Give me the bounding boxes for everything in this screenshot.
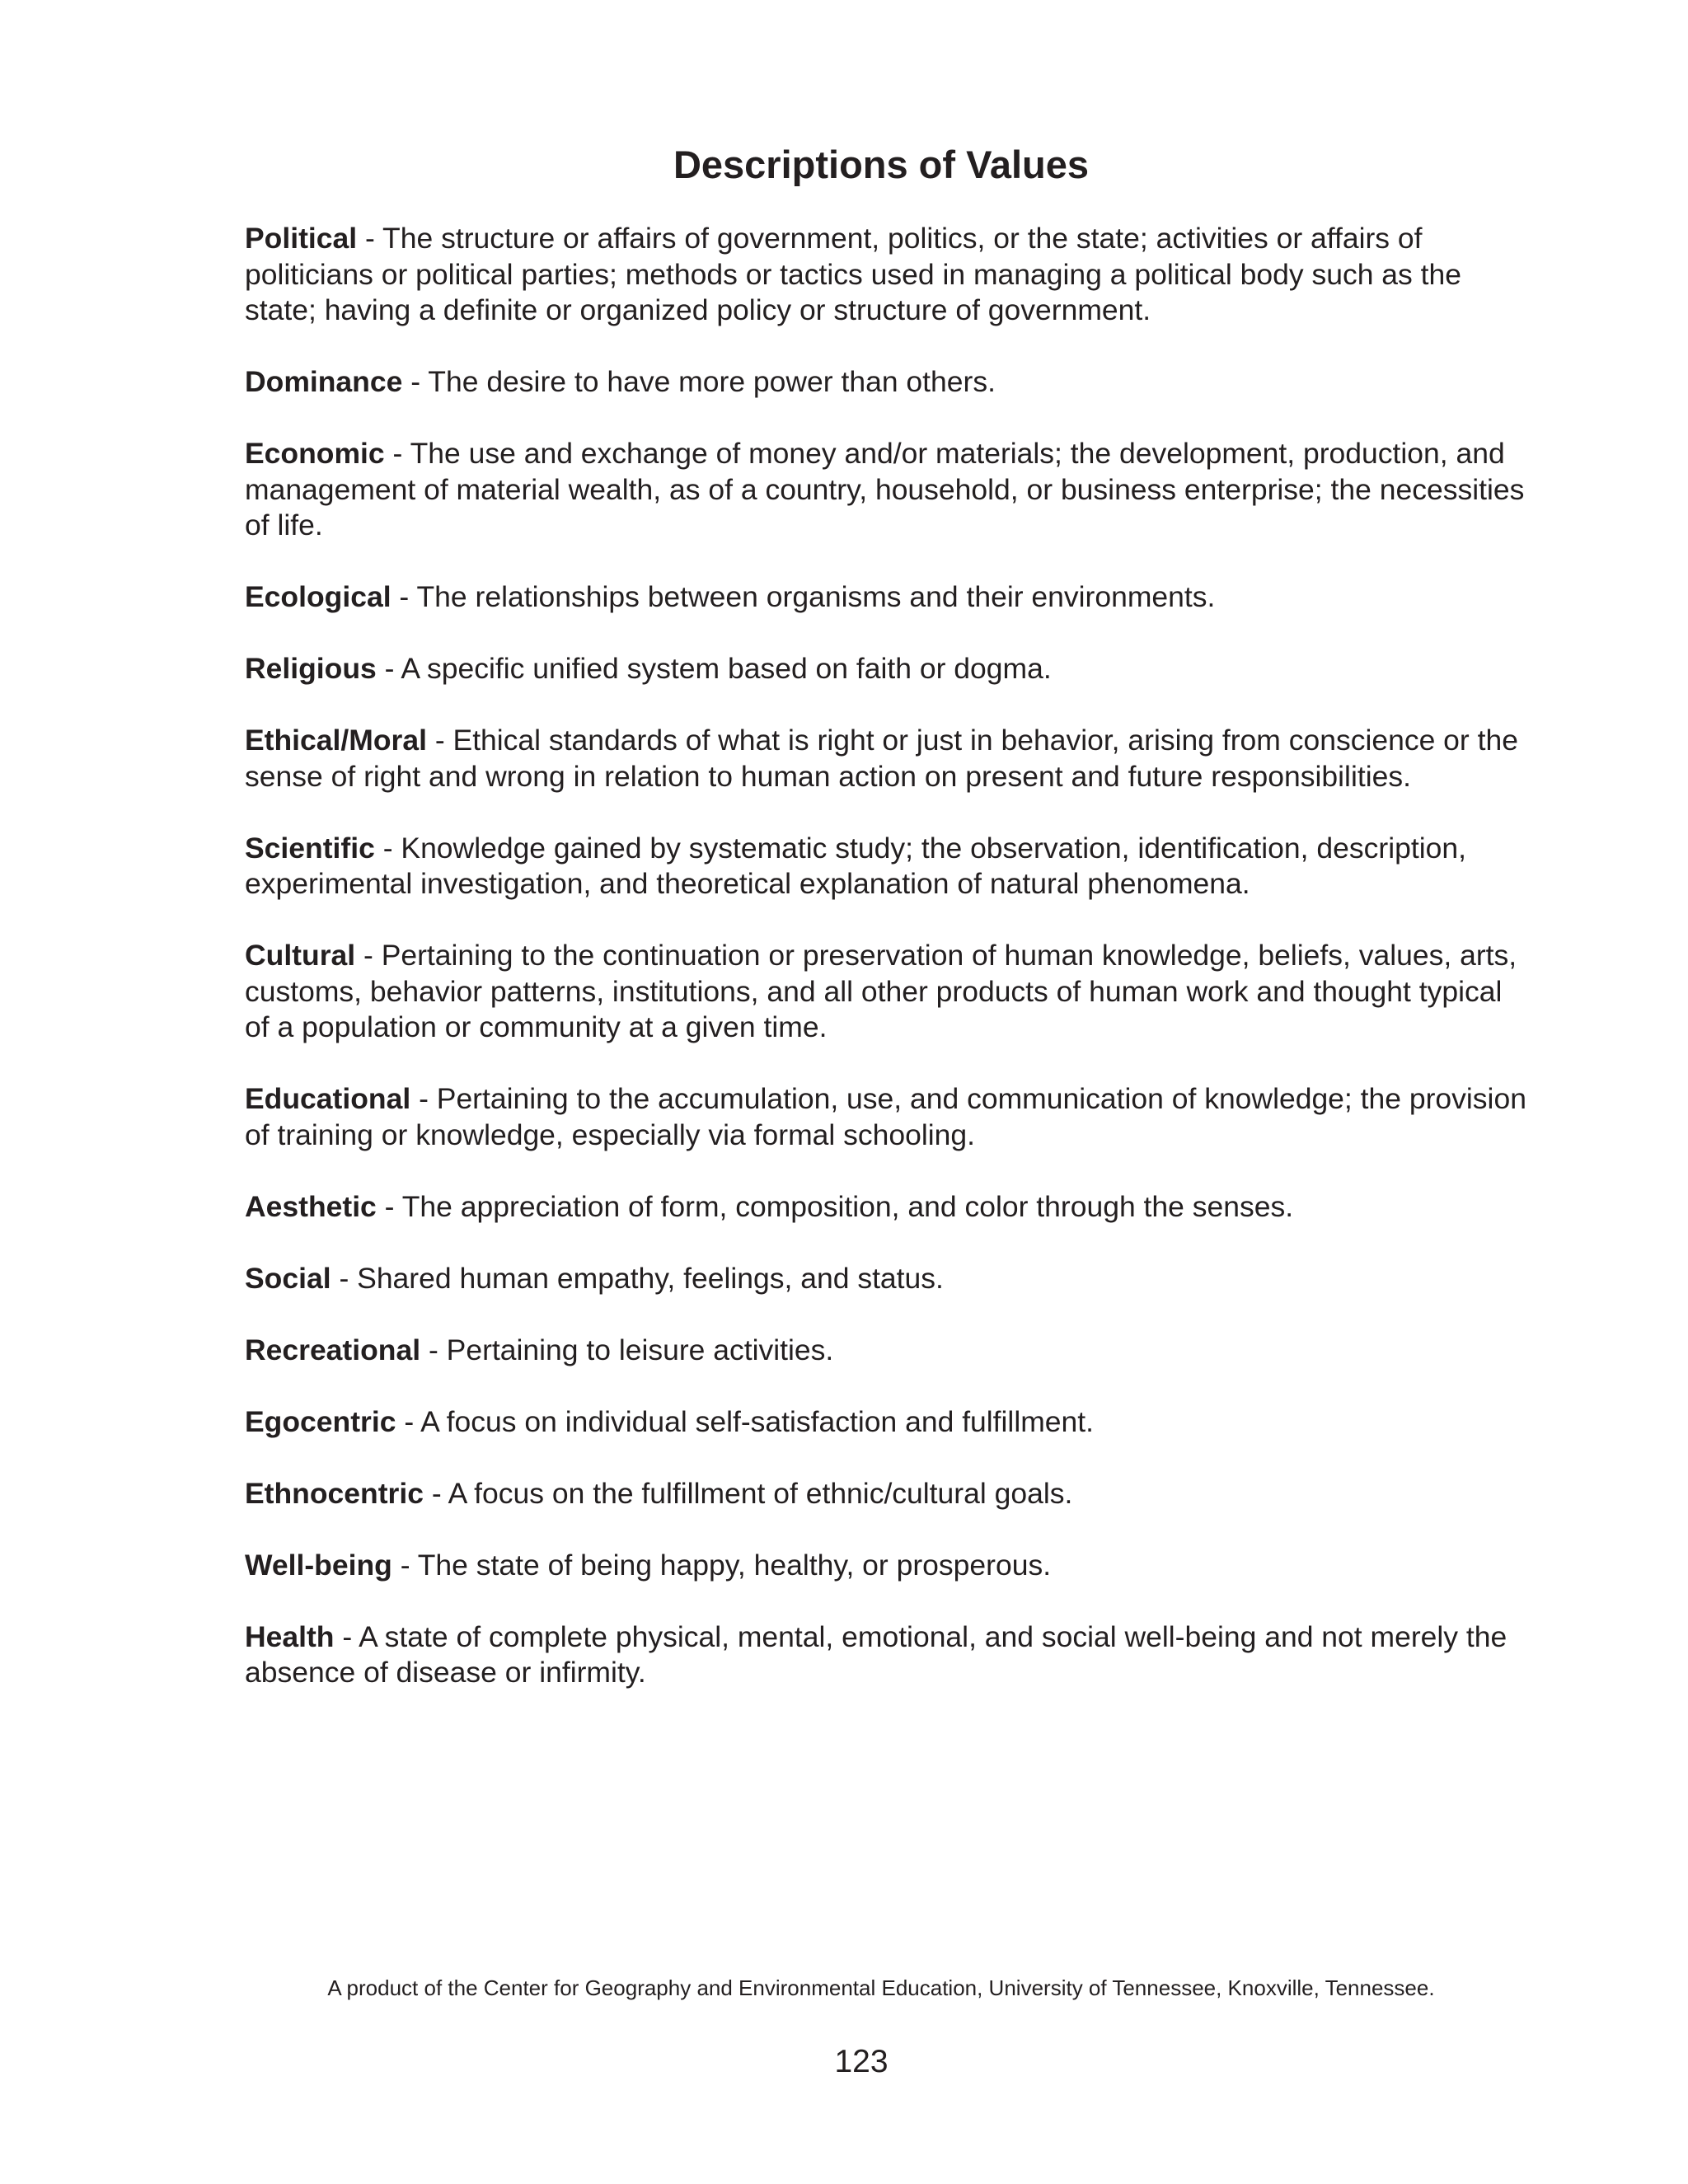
value-term: Ecological [245, 580, 392, 613]
value-term: Religious [245, 652, 377, 685]
value-entry-dominance: Dominance - The desire to have more power than others. [245, 365, 996, 398]
page-title: Descriptions of Values [673, 143, 1090, 186]
value-definition: The desire to have more power than others. [428, 365, 996, 398]
value-definition: A state of complete physical, mental, emotional, and social well-being and not merely the absence of disease or infirmity. [245, 1619, 1507, 1689]
value-term: Recreational [245, 1333, 421, 1366]
value-definition: Knowledge gained by systematic study; the observation, identification, description, experimental investigation, and theoretical explanation of natural phenomena. [245, 831, 1466, 900]
value-term: Scientific [245, 831, 375, 865]
value-entry-health: Health - A state of complete physical, mental, emotional, and social well-being and not merely the absence of disease or infirmity. [245, 1619, 1507, 1689]
value-entry-egocentric: Egocentric - A focus on individual self-satisfaction and fulfillment. [245, 1404, 1094, 1438]
value-entry-religious: Religious - A specific unified system based on faith or dogma. [245, 652, 1052, 685]
value-definition: Pertaining to leisure activities. [446, 1333, 834, 1366]
value-definition: A specific unified system based on faith or dogma. [401, 652, 1052, 685]
value-entry-economic: Economic - The use and exchange of money and/or materials; the development, production, and management of material wealth, as of a country, household, or business enterprise; the necessities of life. [245, 437, 1525, 541]
value-definition: The appreciation of form, composition, and color through the senses. [401, 1189, 1294, 1223]
value-definition: Ethical standards of what is right or just in behavior, arising from conscience or the sense of right and wrong in relation to human action on present and future responsibilities. [245, 724, 1518, 793]
value-term: Cultural [245, 939, 356, 972]
value-descriptions-list [245, 221, 1531, 1727]
value-definition: The use and exchange of money and/or materials; the development, production, and management of material wealth, as of a country, household, or business enterprise; the necessities of life. [245, 437, 1525, 541]
value-entry-recreational: Recreational - Pertaining to leisure activities. [245, 1333, 834, 1366]
value-entry-ethical-moral: Ethical/Moral - Ethical standards of what is right or just in behavior, arising from conscience or the sense of right and wrong in relation to human action on present and future responsibilities. [245, 724, 1518, 793]
value-definition: Pertaining to the accumulation, use, and communication of knowledge; the provision of training or knowledge, especially via formal schooling. [245, 1082, 1526, 1151]
value-entry-social: Social - Shared human empathy, feelings, and status. [245, 1261, 944, 1295]
value-term: Health [245, 1619, 335, 1653]
value-definition: Pertaining to the continuation or preservation of human knowledge, beliefs, values, arts, customs, behavior patterns, institutions, and all other products of human work and thought typical of a population or community at a given time. [245, 939, 1517, 1043]
footer-credit: A product of the Center for Geography and Environmental Education, University of Tennessee, Knoxville, Tennessee. [327, 1975, 1435, 2000]
value-entry-aesthetic: Aesthetic - The appreciation of form, composition, and color through the senses. [245, 1189, 1294, 1223]
value-entry-well-being: Well-being - The state of being happy, healthy, or prosperous. [245, 1548, 1052, 1582]
page-number: 123 [834, 2044, 889, 2079]
value-term: Ethnocentric [245, 1476, 424, 1510]
value-term: Dominance [245, 365, 403, 398]
value-entry-ecological: Ecological - The relationships between organisms and their environments. [245, 580, 1216, 613]
value-term: Aesthetic [245, 1189, 377, 1223]
value-definition: The state of being happy, healthy, or prosperous. [417, 1548, 1052, 1582]
value-term: Educational [245, 1082, 411, 1115]
value-definition: A focus on the fulfillment of ethnic/cultural goals. [448, 1476, 1073, 1510]
value-entry-scientific: Scientific - Knowledge gained by systematic study; the observation, identification, description, experimental investigation, and theoretical explanation of natural phenomena. [245, 831, 1466, 900]
value-term: Well-being [245, 1548, 392, 1582]
value-definition: A focus on individual self-satisfaction and fulfillment. [420, 1404, 1094, 1438]
value-entry-educational: Educational - Pertaining to the accumulation, use, and communication of knowledge; the provision of training or knowledge, especially via formal schooling. [245, 1082, 1526, 1151]
value-term: Egocentric [245, 1404, 396, 1438]
value-definition: Shared human empathy, feelings, and status. [357, 1261, 944, 1295]
value-definition: The structure or affairs of government, politics, or the state; activities or affairs of politicians or political parties; methods or tactics used in managing a political body such as the state; having a definite or organized policy or structure of government. [245, 222, 1462, 326]
value-entry-political: Political - The structure or affairs of government, politics, or the state; activities or affairs of politicians or political parties; methods or tactics used in managing a political body such as the state; having a definite or organized policy or structure of government. [245, 222, 1462, 326]
value-term: Social [245, 1261, 331, 1295]
value-term: Political [245, 222, 358, 255]
value-definition: The relationships between organisms and their environments. [416, 580, 1216, 613]
value-entry-cultural: Cultural - Pertaining to the continuation or preservation of human knowledge, beliefs, values, arts, customs, behavior patterns, institutions, and all other products of human work and thought typical of a population or community at a given time. [245, 939, 1517, 1043]
value-entry-ethnocentric: Ethnocentric - A focus on the fulfillment of ethnic/cultural goals. [245, 1476, 1073, 1510]
value-term: Ethical/Moral [245, 724, 427, 757]
value-term: Economic [245, 437, 385, 470]
